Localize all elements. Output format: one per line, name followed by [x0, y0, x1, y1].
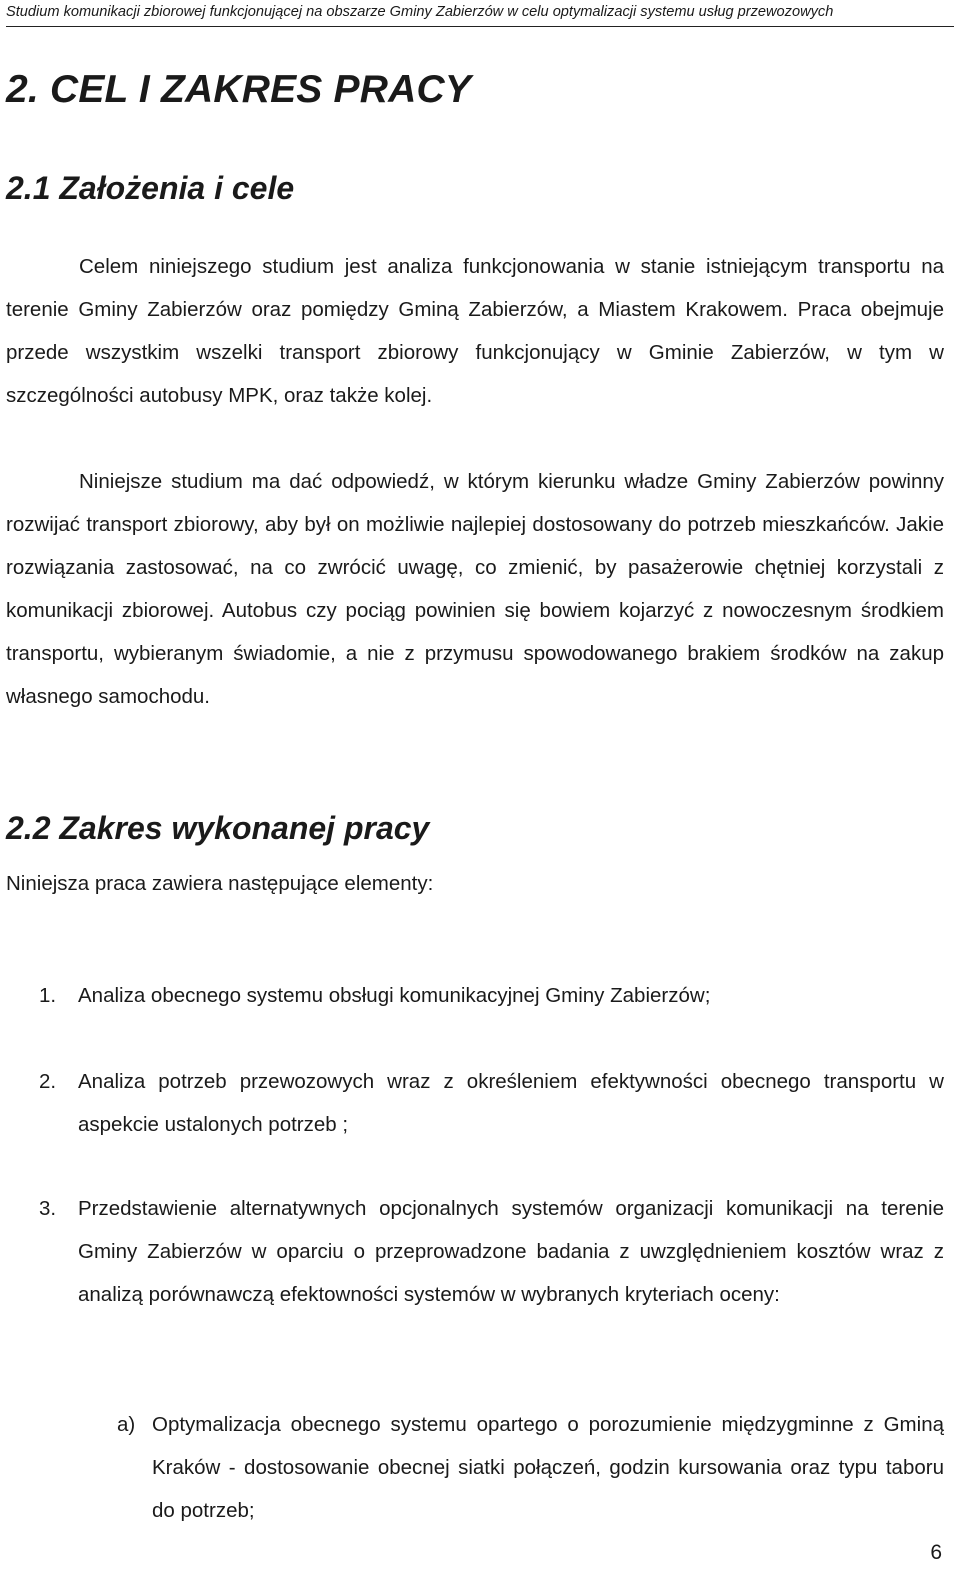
- list-item: [6, 1060, 944, 1146]
- page-number: 6: [930, 1541, 942, 1564]
- chapter-title: 2. CEL I ZAKRES PRACY: [6, 68, 472, 111]
- scope-intro: Niniejsza praca zawiera następujące elementy:: [6, 872, 434, 895]
- list-item-text: Analiza potrzeb przewozowych wraz z określeniem efektywności obecnego transportu w aspekcie ustalonych potrzeb ;: [78, 1070, 944, 1136]
- sub-list-item-label: a): [117, 1413, 136, 1436]
- list-item-number: 3.: [39, 1197, 57, 1220]
- list-item: [6, 974, 944, 1017]
- list-item: [6, 1187, 944, 1316]
- sub-list-item-text: Optymalizacja obecnego systemu opartego o porozumienie międzygminne z Gminą Kraków - dostosowanie obecnej siatki połączeń, godzin kursowania oraz typu taboru do potrzeb;: [152, 1413, 944, 1522]
- running-header: Studium komunikacji zbiorowej funkcjonującej na obszarze Gminy Zabierzów w celu optymalizacji systemu usług przewozowych: [6, 4, 954, 27]
- section-title-scope: 2.2 Zakres wykonanej pracy: [6, 810, 430, 846]
- list-item-number: 2.: [39, 1070, 57, 1093]
- paragraph-expected-answer: Niniejsze studium ma dać odpowiedź, w którym kierunku władze Gminy Zabierzów powinny rozwijać transport zbiorowy, aby był on możliwie najlepiej dostosowany do potrzeb mieszkańców. Jakie rozwiązania zastosować, na co zwrócić uwagę, co zmienić, by pasażerowie chętniej korzystali z komunikacji zbiorowej. Autobus czy pociąg powinien się bowiem kojarzyć z nowoczesnym środkiem transportu, wybieranym świadomie, a nie z przymusu spowodowanego brakiem środków na zakup własnego samochodu.: [6, 470, 944, 708]
- list-item-text: Przedstawienie alternatywnych opcjonalnych systemów organizacji komunikacji na terenie Gminy Zabierzów w oparciu o przeprowadzone badania z uwzględnieniem kosztów wraz z analizą porównawczą efektowności systemów w wybranych kryteriach oceny:: [78, 1197, 944, 1306]
- section-title-goals: 2.1 Założenia i cele: [6, 170, 295, 206]
- sub-list-item: [114, 1403, 944, 1532]
- paragraph-purpose: Celem niniejszego studium jest analiza funkcjonowania w stanie istniejącym transportu na terenie Gminy Zabierzów oraz pomiędzy Gminą Zabierzów, a Miastem Krakowem. Praca obejmuje przede wszystkim wszelki transport zbiorowy funkcjonujący w Gminie Zabierzów, w tym w szczególności autobusy MPK, oraz także kolej.: [6, 255, 944, 407]
- list-item-number: 1.: [39, 984, 57, 1007]
- list-item-text: Analiza obecnego systemu obsługi komunikacyjnej Gminy Zabierzów;: [78, 984, 711, 1007]
